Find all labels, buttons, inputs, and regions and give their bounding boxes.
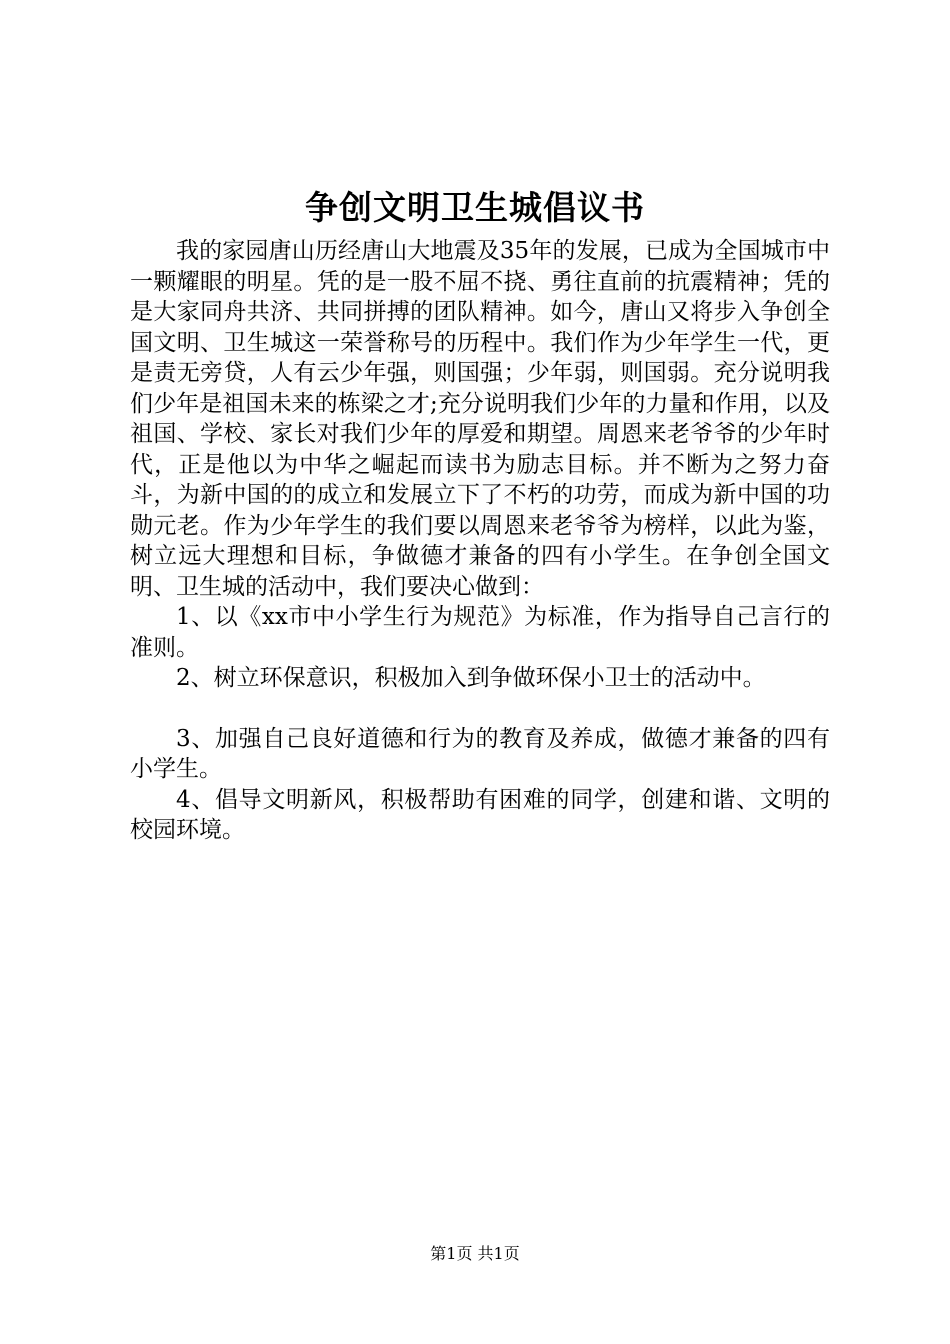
intro-paragraph: 我的家园唐山历经唐山大地震及35年的发展，已成为全国城市中一颗耀眼的明星。凭的是一股不屈不挠、勇往直前的抗震精神；凭的是大家同舟共济、共同拼搏的团队精神。如今，唐山又将步入争创全国文明、卫生城这一荣誉称号的历程中。我们作为少年学生一代，更是责无旁贷，人有云少年强，则国强；少年弱，则国弱。充分说明我们少年是祖国未来的栋梁之才;充分说明我们少年的力量和作用，以及祖国、学校、家长对我们少年的厚爱和期望。周恩来老爷爷的少年时代，正是他以为中华之崛起而读书为励志目标。并不断为之努力奋斗，为新中国的的成立和发展立下了不朽的功劳，而成为新中国的功勋元老。作为少年学生的我们要以周恩来老爷爷为榜样，以此为鉴，树立远大理想和目标，争做德才兼备的四有小学生。在争创全国文明、卫生城的活动中，我们要决心做到：	[130, 238, 830, 600]
pledge-item-3: 3、加强自己良好道德和行为的教育及养成，做德才兼备的四有小学生。	[130, 725, 830, 782]
pledge-item-1: 1、以《xx市中小学生行为规范》为标准，作为指导自己言行的准则。	[130, 604, 830, 661]
pledge-item-2: 2、树立环保意识，积极加入到争做环保小卫士的活动中。	[176, 665, 766, 691]
pledge-item-4: 4、倡导文明新风，积极帮助有困难的同学，创建和谐、文明的校园环境。	[130, 786, 830, 843]
document-title: 争创文明卫生城倡议书	[305, 188, 645, 227]
document-body	[130, 236, 830, 846]
page-number-footer: 第1页 共1页	[430, 1244, 520, 1263]
